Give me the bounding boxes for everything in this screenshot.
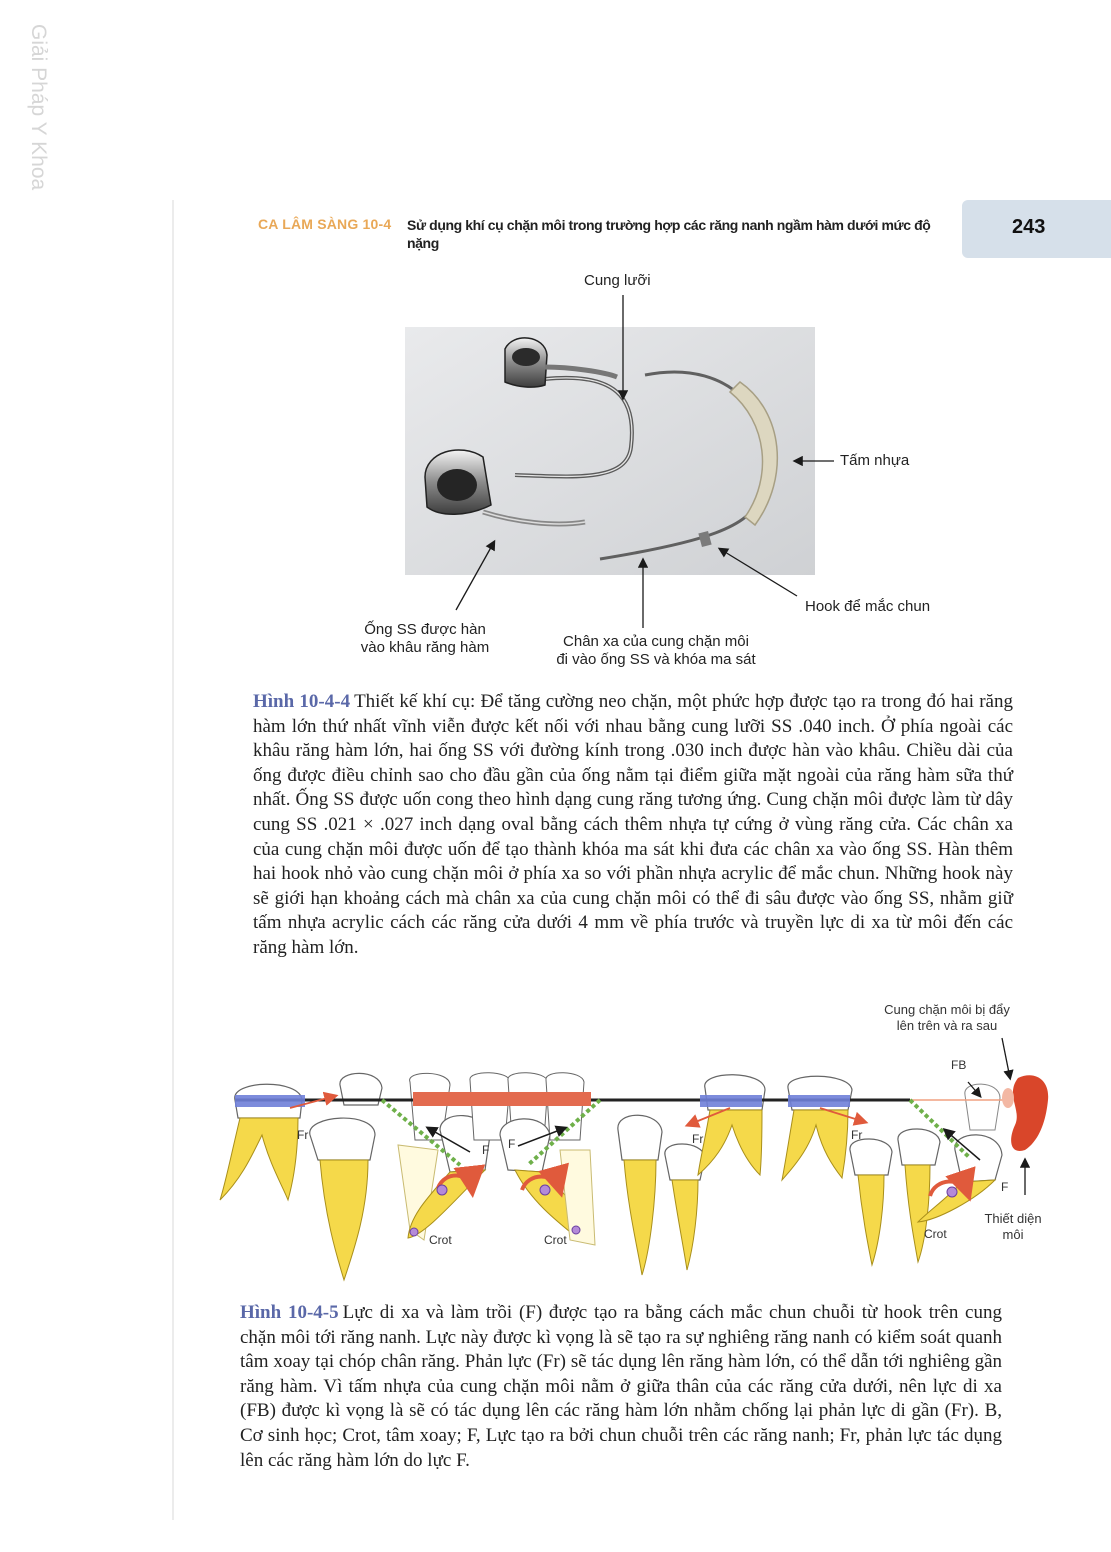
label-fr-2: Fr	[692, 1132, 704, 1146]
label-lip	[968, 1211, 1058, 1243]
label-distal-leg	[536, 633, 776, 669]
figure-2-caption-text: Lực di xa và làm trồi (F) được tạo ra bằng cách mắc chun chuỗi từ hook trên cung chặn môi tới răng nanh. Lực này được kì vọng là sẽ tạo ra sự nghiêng răng nanh có kiểm soát quanh tâm xoay tại chóp chân răng. Phản lực (Fr) sẽ tác dụng lên răng hàm lớn, có thể dẫn tới nghiêng gần răng hàm. Vì tấm nhựa của cung chặn môi nằm ở giữa thân của các răng cửa dưới, nên lực di xa (FB) được kì vọng là sẽ có tác dụng lên các răng hàm lớn nhằm chống lại phản lực di gần (Fr). B, Cơ sinh học; Crot, tâm xoay; F, Lực tạo ra bởi chun chuỗi trên các răng nanh; Fr, phản lực tác dụng lên các răng hàm lớn do lực F.	[240, 1302, 1002, 1471]
tube-right	[788, 1095, 850, 1107]
label-acrylic-pad: Tấm nhựa	[840, 452, 910, 469]
label-tongue-arch: Cung lưỡi	[584, 272, 651, 289]
arrow-pushed	[1002, 1038, 1010, 1078]
figure-2-diagram	[210, 1000, 1070, 1295]
label-fr-1: Fr	[297, 1128, 309, 1142]
watermark-text: Giải Pháp Y Khoa	[27, 24, 50, 191]
lip-contact	[1002, 1088, 1014, 1108]
molar-right	[782, 1076, 852, 1180]
arrow-tube	[456, 542, 494, 610]
figure-1-label: Hình 10-4-4	[253, 691, 351, 712]
label-fr-3: Fr	[851, 1128, 863, 1142]
figure-1-caption-text: Thiết kế khí cụ: Để tăng cường neo chặn, một phức hợp được tạo ra trong đó hai răng hàm lớn thứ nhất vĩnh viễn được kết nối với nhau bằng cung lưỡi SS .040 inch. Ở phía ngoài các khâu răng hàm lớn, hai ống SS với đường kính trong .030 inch được hàn vào khâu. Chiều dài của ống được điều chỉnh sao cho đầu gần của ống nằm tại điểm giữa mặt ngoài của răng hàm sữa thứ nhất. Ống SS được uốn cong theo hình dạng cung răng tương ứng. Cung chặn môi được làm từ dây cung SS .021 × .027 inch dạng oval bằng cách thêm nhựa tự cứng ở vùng răng cửa. Các chân xa của cung chặn môi được uốn để tạo thành khóa ma sát khi đưa các chân xa vào ống SS. Hàn thêm hai hook nhỏ vào cung chặn môi ở phía xa so với phần nhựa acrylic để mắc chun. Những hook này sẽ giới hạn khoảng cách mà chân xa của cung chặn môi có thể đi sâu được vào ống SS, nhằm giữ tấm nhựa acrylic cách các răng cửa dưới 4 mm về phía trước và truyền lực di xa từ môi đến các răng hàm lớn.	[253, 691, 1013, 958]
label-f-1: F	[482, 1143, 490, 1157]
label-crot-2: Crot	[544, 1233, 567, 1247]
premolar-1	[310, 1118, 375, 1280]
figure-2-caption	[240, 1301, 1002, 1473]
premolar-3	[618, 1115, 662, 1275]
figure-1-caption	[253, 690, 1013, 961]
label-hook: Hook để mắc chun	[805, 598, 931, 615]
arrow-hook	[720, 549, 797, 596]
label-fb: FB	[951, 1058, 967, 1072]
label-tube-line2: vào khâu răng hàm	[360, 639, 490, 656]
acrylic-pad-bar	[413, 1092, 591, 1106]
molar-center	[698, 1075, 765, 1175]
label-pushed	[862, 1002, 1032, 1034]
label-crot-1: Crot	[429, 1233, 452, 1247]
label-tube	[350, 621, 500, 657]
premolar-6	[898, 1129, 940, 1262]
label-pushed-line2: lên trên và ra sau	[896, 1018, 998, 1033]
label-f-3: F	[1001, 1180, 1009, 1194]
label-f-2: F	[508, 1137, 516, 1151]
label-distal-leg-line1: Chân xa của cung chặn môi	[563, 633, 749, 650]
label-distal-leg-line2: đi vào ống SS và khóa ma sát	[556, 651, 756, 668]
figure-1	[0, 0, 1111, 700]
figure-2-label: Hình 10-4-5	[240, 1302, 339, 1323]
case-label: CA LÂM SÀNG 10-4	[258, 216, 392, 232]
premolar-4	[665, 1144, 705, 1270]
page-number: 243	[1012, 216, 1046, 238]
case-title: Sử dụng khí cụ chặn môi trong trường hợp các răng nanh ngầm hàm dưới mức độ nặng	[407, 217, 931, 251]
tube-center	[700, 1095, 762, 1107]
label-crot-3: Crot	[924, 1227, 947, 1241]
tube-left	[235, 1095, 305, 1107]
lip-cross-section	[1011, 1075, 1048, 1151]
premolar-5	[850, 1139, 892, 1265]
label-tube-line1: Ống SS được hàn	[364, 621, 486, 638]
figure-1-arrows	[0, 0, 1111, 700]
label-pushed-line1: Cung chặn môi bị đẩy	[884, 1002, 1010, 1017]
label-lip-line2: môi	[1002, 1227, 1024, 1242]
label-lip-line1: Thiết diện	[984, 1211, 1042, 1226]
